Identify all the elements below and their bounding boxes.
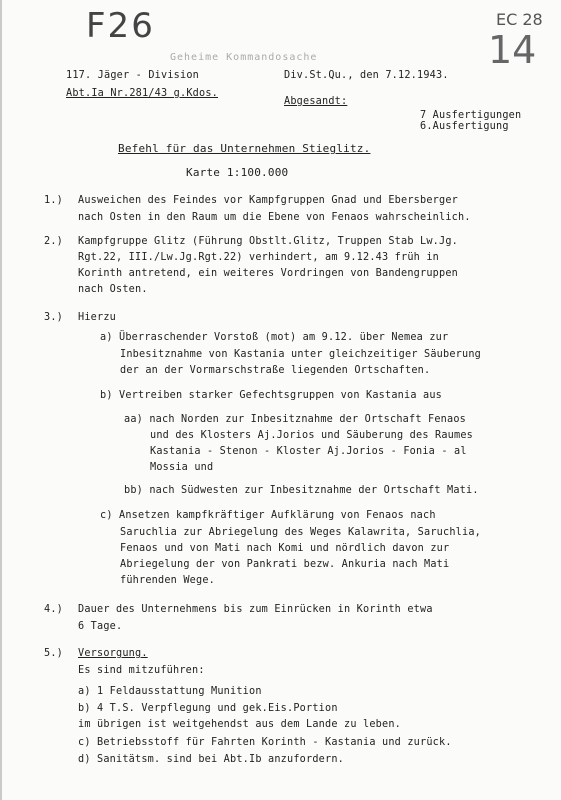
item-3a-line: Inbesitznahme von Kastania unter gleichzeitiger Säuberung — [120, 349, 482, 360]
section-1-number: 1.) — [44, 195, 64, 206]
map-scale: Karte 1:100.000 — [186, 166, 289, 179]
section-reference: Abt.Ia Nr.281/43 g.Kdos. — [66, 88, 219, 99]
supply-item: d) Sanitätsm. sind bei Abt.Ib anzufordern. — [78, 754, 345, 765]
section-4-line: 6 Tage. — [78, 621, 123, 632]
section-4-number: 4.) — [44, 604, 64, 615]
archive-stamp: F26 — [86, 6, 155, 46]
section-1-line: Ausweichen des Feindes vor Kampfgruppen Gnad und Ebersberger — [78, 195, 459, 206]
item-3b-aa-line: Kastania - Stenon - Kloster Aj.Jorios - Fonia - al — [150, 446, 467, 457]
item-3c-line: führenden Wege. — [120, 575, 216, 586]
item-3c-line: Abriegelung der von Pankrati bezw. Ankuria nach Mati — [120, 559, 450, 570]
section-2-line: Rgt.22, III./Lw.Jg.Rgt.22) verhindert, am 9.12.43 früh in — [78, 252, 440, 263]
section-3-number: 3.) — [44, 312, 64, 323]
archive-reference: EC 28 — [496, 10, 543, 29]
item-3c-line: Fenaos und von Mati nach Komi und nördlich davon zur — [120, 543, 450, 554]
order-title: Befehl für das Unternehmen Stieglitz. — [118, 142, 371, 155]
supply-item: im übrigen ist weitgehendst aus dem Lande zu leben. — [78, 719, 402, 730]
section-1-line: nach Osten in den Raum um die Ebene von Fenaos wahrscheinlich. — [78, 212, 471, 223]
item-3b-aa-line: aa) nach Norden zur Inbesitznahme der Ortschaft Fenaos — [124, 414, 467, 425]
section-2-number: 2.) — [44, 236, 64, 247]
item-3a-line: der an der Vormarschstraße liegenden Ortschaften. — [120, 365, 431, 376]
division-name: 117. Jäger - Division — [66, 70, 200, 81]
section-2-line: nach Osten. — [78, 284, 148, 295]
item-3a-line: a) Überraschender Vorstoß (mot) am 9.12. über Nemea zur — [100, 332, 449, 343]
copy-count: 7 Ausfertigungen — [420, 110, 522, 121]
item-3c-line: c) Ansetzen kampfkräftiger Aufklärung von Fenaos nach — [100, 510, 436, 521]
item-3b-line: b) Vertreiben starker Gefechtsgruppen von Kastania aus — [100, 390, 443, 401]
page-number: 14 — [488, 28, 537, 72]
place-date: Div.St.Qu., den 7.12.1943. — [284, 70, 449, 81]
supply-item: b) 4 T.S. Verpflegung und gek.Eis.Portion — [78, 703, 338, 714]
section-2-line: Kampfgruppe Glitz (Führung Obstlt.Glitz, Truppen Stab Lw.Jg. — [78, 236, 459, 247]
section-5-intro: Es sind mitzuführen: — [78, 665, 205, 676]
section-5-heading: Versorgung. — [78, 648, 148, 659]
section-3-heading: Hierzu — [78, 312, 117, 323]
supply-item: c) Betriebsstoff für Fahrten Korinth - Kastania und zurück. — [78, 737, 452, 748]
classification-stamp: Geheime Kommandosache — [170, 52, 318, 63]
section-4-line: Dauer des Unternehmens bis zum Einrücken in Korinth etwa — [78, 604, 433, 615]
item-3b-bb-line: bb) nach Südwesten zur Inbesitznahme der Ortschaft Mati. — [124, 485, 479, 496]
section-5-number: 5.) — [44, 648, 64, 659]
section-2-line: Korinth antretend, ein weiteres Vordringen von Bandengruppen — [78, 268, 459, 279]
supply-item: a) 1 Feldausstattung Munition — [78, 686, 262, 697]
copy-number: 6.Ausfertigung — [420, 121, 509, 132]
item-3b-aa-line: Mossia und — [150, 462, 214, 473]
item-3c-line: Saruchlia zur Abriegelung des Weges Kalawrita, Saruchlia, — [120, 527, 482, 538]
dispatched-label: Abgesandt: — [284, 96, 348, 107]
item-3b-aa-line: und des Klosters Aj.Jorios und Säuberung des Raumes — [150, 430, 474, 441]
